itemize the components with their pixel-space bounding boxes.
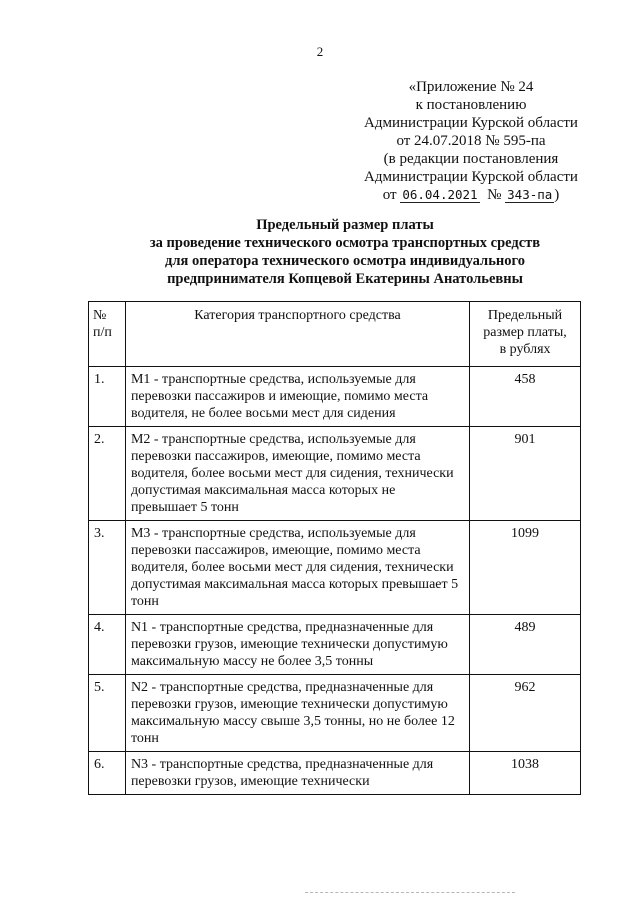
row-category: N2 - транспортные средства, предназначенные для перевозки грузов, имеющие технически допустимую максимальную массу свыше 3,5 тонны, но не более 12 тонн xyxy=(125,675,469,752)
appendix-line: «Приложение № 24 xyxy=(408,79,534,95)
row-fee: 458 xyxy=(470,367,581,427)
header-number-line: п/п xyxy=(93,325,112,340)
amendment-date: 06.04.2021 xyxy=(402,187,478,202)
header-fee-line: в рублях xyxy=(499,342,551,357)
header-fee-line: размер платы, xyxy=(483,325,567,340)
row-number: 3. xyxy=(89,521,126,615)
header-fee xyxy=(470,302,581,367)
row-category: М2 - транспортные средства, используемые для перевозки пассажиров, имеющие, помимо места водителя, более восьми мест для сидения, технически допустимая максимальная масса которых не превышает 5 тонн xyxy=(125,427,469,521)
row-category: N3 - транспортные средства, предназначенные для перевозки грузов, имеющие технически xyxy=(125,752,469,795)
scan-edge-marks xyxy=(305,892,515,896)
header-number-line: № xyxy=(93,308,107,323)
amendment-decree-line xyxy=(336,186,606,204)
title-line: за проведение технического осмотра транспортных средств xyxy=(149,235,541,251)
table-header-row xyxy=(89,302,581,367)
amendment-number: 343-па xyxy=(507,187,553,202)
table-row xyxy=(89,367,581,427)
number-label: № xyxy=(487,187,502,203)
row-fee: 1099 xyxy=(470,521,581,615)
table-row xyxy=(89,615,581,675)
from-label: от xyxy=(382,187,397,203)
appendix-header xyxy=(336,78,606,204)
fee-table xyxy=(88,301,581,795)
title-line: для оператора технического осмотра индивидуального xyxy=(165,253,525,269)
header-category: Категория транспортного средства xyxy=(125,302,469,367)
table-row xyxy=(89,675,581,752)
table-row xyxy=(89,521,581,615)
row-number: 1. xyxy=(89,367,126,427)
row-fee: 489 xyxy=(470,615,581,675)
row-fee: 1038 xyxy=(470,752,581,795)
appendix-line: к постановлению xyxy=(415,97,527,113)
row-number: 5. xyxy=(89,675,126,752)
row-category: М3 - транспортные средства, используемые для перевозки пассажиров, имеющие, помимо места водителя, более восьми мест для сидения, технически допустимая максимальная масса которых превышает 5 тонн xyxy=(125,521,469,615)
row-number: 4. xyxy=(89,615,126,675)
appendix-line: от 24.07.2018 № 595-па xyxy=(396,133,546,149)
header-fee-line: Предельный xyxy=(487,308,563,323)
row-category: М1 - транспортные средства, используемые для перевозки пассажиров и имеющие, помимо места водителя, не более восьми мест для сидения xyxy=(125,367,469,427)
table-row xyxy=(89,752,581,795)
header-number xyxy=(89,302,126,367)
row-fee: 901 xyxy=(470,427,581,521)
row-fee: 962 xyxy=(470,675,581,752)
appendix-line: Администрации Курской области xyxy=(364,169,578,185)
title-line: Предельный размер платы xyxy=(256,217,434,233)
table-row xyxy=(89,427,581,521)
row-number: 2. xyxy=(89,427,126,521)
appendix-line: (в редакции постановления xyxy=(383,151,559,167)
title-line: предпринимателя Копцевой Екатерины Анатольевны xyxy=(167,271,523,287)
page-number: 2 xyxy=(316,44,324,59)
closing-bracket: ) xyxy=(554,187,560,203)
row-number: 6. xyxy=(89,752,126,795)
row-category: N1 - транспортные средства, предназначенные для перевозки грузов, имеющие технически допустимую максимальную массу не более 3,5 тонны xyxy=(125,615,469,675)
appendix-line: Администрации Курской области xyxy=(364,115,578,131)
document-title xyxy=(60,216,630,288)
